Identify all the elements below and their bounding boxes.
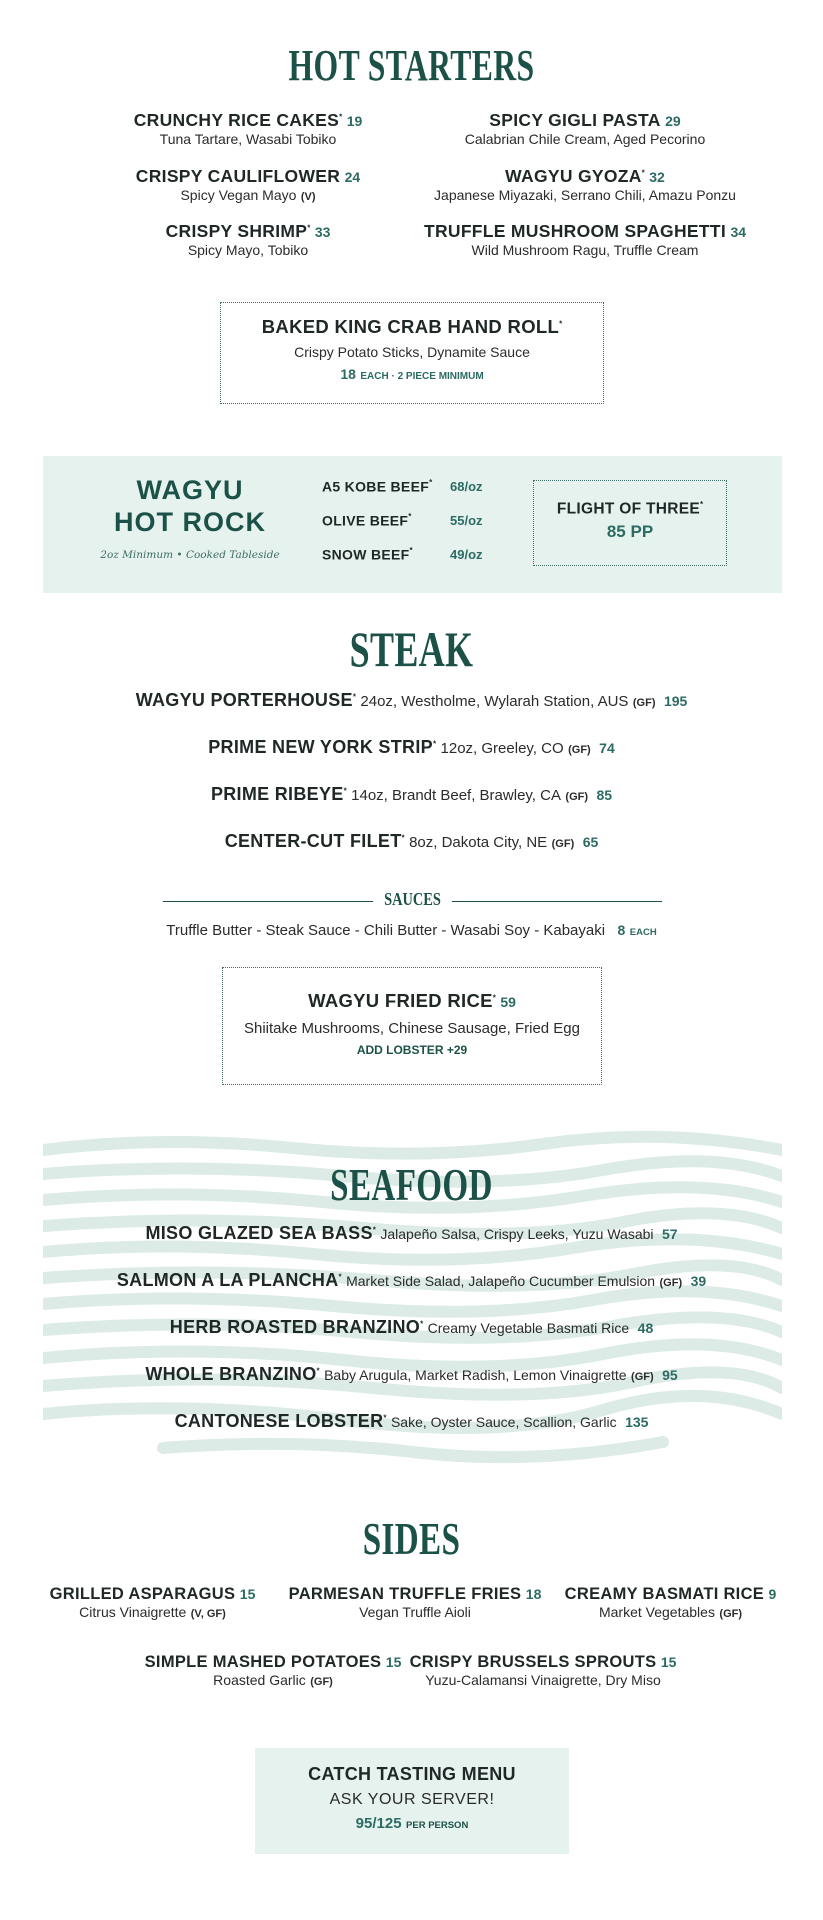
menu-item: WAGYU GYOZA* 32 Japanese Miyazaki, Serrano Chili, Amazu Ponzu — [400, 166, 770, 203]
tasting-title: CATCH TASTING MENU — [308, 1764, 516, 1784]
steak-item: WAGYU PORTERHOUSE* 24oz, Westholme, Wylarah Station, AUS (GF) 195 — [135, 690, 688, 710]
item-desc: Spicy Mayo, Tobiko — [187, 242, 309, 258]
steak-item: PRIME RIBEYE* 14oz, Brandt Beef, Brawley, CA (GF) 85 — [210, 784, 613, 804]
hot-rock-item: SNOW BEEF* — [322, 546, 413, 563]
item-desc: 8oz, Dakota City, NE — [409, 834, 548, 851]
item-desc: 14oz, Brandt Beef, Brawley, CA — [351, 787, 561, 804]
steak-item: CENTER-CUT FILET* 8oz, Dakota City, NE (GF) 65 — [224, 831, 599, 851]
hot-starters-title: HOT STARTERS — [288, 41, 535, 90]
side-item: SIMPLE MASHED POTATOES 15 Roasted Garlic (GF) — [144, 1653, 402, 1688]
diet-tag: (V) — [300, 191, 316, 203]
seafood-item: MISO GLAZED SEA BASS* Jalapeño Salsa, Crispy Leeks, Yuzu Wasabi 57 — [145, 1223, 678, 1243]
item-desc: Wild Mushroom Ragu, Truffle Cream — [471, 242, 699, 258]
side-item: PARMESAN TRUFFLE FRIES 18 Vegan Truffle Aioli — [288, 1585, 542, 1620]
item-name: PRIME RIBEYE — [210, 784, 344, 804]
item-desc: Spicy Vegan Mayo — [180, 187, 297, 203]
item-name: CRISPY CAULIFLOWER — [135, 166, 341, 186]
item-price: 29 — [665, 113, 681, 129]
hot-rock-price: 55/oz — [450, 513, 483, 528]
tasting-menu — [255, 1764, 569, 1833]
item-desc: Calabrian Chile Cream, Aged Pecorino — [464, 131, 706, 147]
seafood-item: SALMON A LA PLANCHA* Market Side Salad, Jalapeño Cucumber Emulsion (GF) 39 — [116, 1270, 707, 1290]
seafood-item: WHOLE BRANZINO* Baby Arugula, Market Radish, Lemon Vinaigrette (GF) 95 — [145, 1364, 678, 1384]
menu-item: CRISPY SHRIMP* 33 Spicy Mayo, Tobiko — [88, 221, 408, 258]
side-item: CREAMY BASMATI RICE 9 Market Vegetables (GF) — [564, 1585, 777, 1620]
item-price: 65 — [582, 834, 599, 850]
side-item: GRILLED ASPARAGUS 15 Citrus Vinaigrette (V, GF) — [49, 1585, 256, 1620]
addon-label: ADD LOBSTER +29 — [356, 1043, 468, 1057]
diet-tag: (GF) — [565, 791, 589, 803]
item-name: CRUNCHY RICE CAKES — [133, 110, 340, 130]
item-name: CRISPY SHRIMP — [165, 221, 308, 241]
item-price: 74 — [599, 740, 615, 756]
item-name: CENTER-CUT FILET — [224, 831, 402, 851]
side-item: CRISPY BRUSSELS SPROUTS 15 Yuzu-Calamansi Vinaigrette, Dry Miso — [409, 1653, 677, 1688]
item-price: 19 — [346, 113, 363, 129]
flight-item: FLIGHT OF THREE* 85 PP — [533, 500, 727, 542]
item-desc: 24oz, Westholme, Wylarah Station, AUS — [360, 693, 629, 710]
tasting-price-note: PER PERSON — [406, 1820, 469, 1831]
item-price: 24 — [344, 169, 361, 185]
price-note: EACH · 2 PIECE MINIMUM — [360, 371, 484, 382]
sauces-title: SAUCES — [384, 889, 441, 909]
item-desc: Crispy Potato Sticks, Dynamite Sauce — [294, 344, 530, 360]
hot-rock-title: WAGYU HOT ROCK — [114, 475, 266, 537]
item-name: WAGYU GYOZA — [505, 166, 642, 186]
seafood-item: HERB ROASTED BRANZINO* Creamy Vegetable Basmati Rice 48 — [169, 1317, 654, 1337]
tasting-price: 95/125 — [355, 1815, 402, 1832]
feature-item: WAGYU FRIED RICE* 59 Shiitake Mushrooms, Chinese Sausage, Fried Egg ADD LOBSTER +29 — [222, 990, 602, 1057]
seafood-item: CANTONESE LOBSTER* Sake, Oyster Sauce, Scallion, Garlic 135 — [174, 1411, 649, 1431]
diet-tag: (GF) — [551, 838, 575, 850]
diet-tag: (GF) — [632, 697, 656, 709]
sauces-rule-right — [452, 901, 662, 902]
tasting-sub: ASK YOUR SERVER! — [329, 1791, 495, 1808]
sauces-list: Truffle Butter - Steak Sauce - Chili Butter - Wasabi Soy - Kabayaki 8 EACH — [166, 922, 657, 939]
sides-title: SIDES — [362, 1513, 461, 1564]
feature-item: BAKED KING CRAB HAND ROLL* Crispy Potato Sticks, Dynamite Sauce 18 EACH · 2 PIECE MINIMUM — [220, 316, 604, 384]
sauces-rule-left — [163, 901, 373, 902]
item-price: 18 — [340, 366, 356, 382]
item-name: WAGYU PORTERHOUSE — [135, 690, 353, 710]
item-price: 195 — [663, 693, 688, 709]
steak-title: STEAK — [349, 621, 474, 677]
item-desc: 12oz, Greeley, CO — [440, 740, 564, 757]
item-desc: Tuna Tartare, Wasabi Tobiko — [159, 131, 337, 147]
hot-rock-price: 68/oz — [450, 479, 483, 494]
hot-rock-subtitle: 2oz Minimum • Cooked Tableside — [100, 549, 280, 561]
hot-rock-price: 49/oz — [450, 547, 483, 562]
item-price: 32 — [649, 169, 665, 185]
item-name: TRUFFLE MUSHROOM SPAGHETTI — [423, 221, 726, 241]
item-name: BAKED KING CRAB HAND ROLL — [261, 316, 560, 337]
flight-price: 85 PP — [606, 522, 654, 542]
item-name: PRIME NEW YORK STRIP — [208, 737, 433, 757]
item-price: 33 — [314, 224, 331, 240]
item-price: 85 — [596, 787, 613, 803]
hot-rock-item: A5 KOBE BEEF* — [322, 478, 433, 495]
menu-item — [400, 221, 770, 258]
diet-tag: (GF) — [568, 744, 591, 756]
item-desc: Japanese Miyazaki, Serrano Chili, Amazu Ponzu — [434, 187, 736, 203]
menu-item — [88, 166, 408, 205]
menu-item — [400, 110, 770, 147]
hot-rock-item: OLIVE BEEF* — [322, 512, 412, 529]
seafood-title: SEAFOOD — [330, 1159, 493, 1210]
menu-item: CRUNCHY RICE CAKES* 19 Tuna Tartare, Wasabi Tobiko — [88, 110, 408, 147]
steak-item: PRIME NEW YORK STRIP* 12oz, Greeley, CO (GF) 74 — [208, 737, 615, 757]
item-price: 34 — [730, 224, 747, 240]
item-name: SPICY GIGLI PASTA — [489, 110, 661, 130]
